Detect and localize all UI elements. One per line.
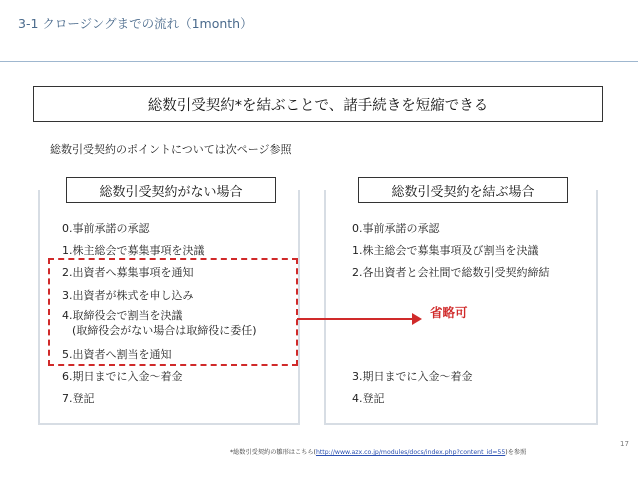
reference-note: 総数引受契約のポイントについては次ページ参照 — [50, 143, 292, 156]
footnote-prefix: *総数引受契約の雛形はこちら( — [230, 449, 316, 456]
omitted-steps-highlight — [48, 258, 298, 366]
arrow-right-icon — [412, 313, 422, 325]
left-step-2: 2.出資者へ募集事項を通知 — [62, 266, 194, 279]
left-step-4: 4.取締役会で割当を決議 — [62, 309, 183, 322]
left-panel-title: 総数引受契約がない場合 — [66, 177, 276, 203]
right-step-3: 3.期日までに入金～着金 — [352, 370, 473, 383]
template-link[interactable]: http://www.azx.co.jp/modules/docs/index.php?content_id=55 — [315, 449, 506, 456]
right-step-0: 0.事前承諾の承認 — [352, 222, 440, 235]
right-step-2: 2.各出資者と会社間で総数引受契約締結 — [352, 266, 550, 279]
left-step-7: 7.登記 — [62, 392, 95, 405]
left-step-5: 5.出資者へ割当を通知 — [62, 348, 172, 361]
left-step-3: 3.出資者が株式を申し込み — [62, 289, 194, 302]
right-panel-title: 総数引受契約を結ぶ場合 — [358, 177, 568, 203]
page-number: 17 — [620, 440, 629, 448]
omit-label: 省略可 — [430, 305, 468, 320]
footnote — [230, 447, 526, 456]
headline-text: 総数引受契約*を結ぶことで、諸手続きを短縮できる — [147, 97, 489, 114]
right-step-4: 4.登記 — [352, 392, 385, 405]
omit-arrow-line — [297, 318, 414, 320]
footnote-suffix: )を参照 — [505, 449, 527, 456]
left-step-0: 0.事前承諾の承認 — [62, 222, 150, 235]
left-step-6: 6.期日までに入金～着金 — [62, 370, 183, 383]
title-divider — [0, 61, 638, 62]
slide-title: 3-1 クロージングまでの流れ（1month） — [18, 16, 253, 31]
left-step-1: 1.株主総会で募集事項を決議 — [62, 244, 205, 257]
right-step-1: 1.株主総会で募集事項及び割当を決議 — [352, 244, 539, 257]
left-step-4-note: (取締役会がない場合は取締役に委任) — [72, 324, 257, 337]
headline-box — [33, 86, 603, 122]
